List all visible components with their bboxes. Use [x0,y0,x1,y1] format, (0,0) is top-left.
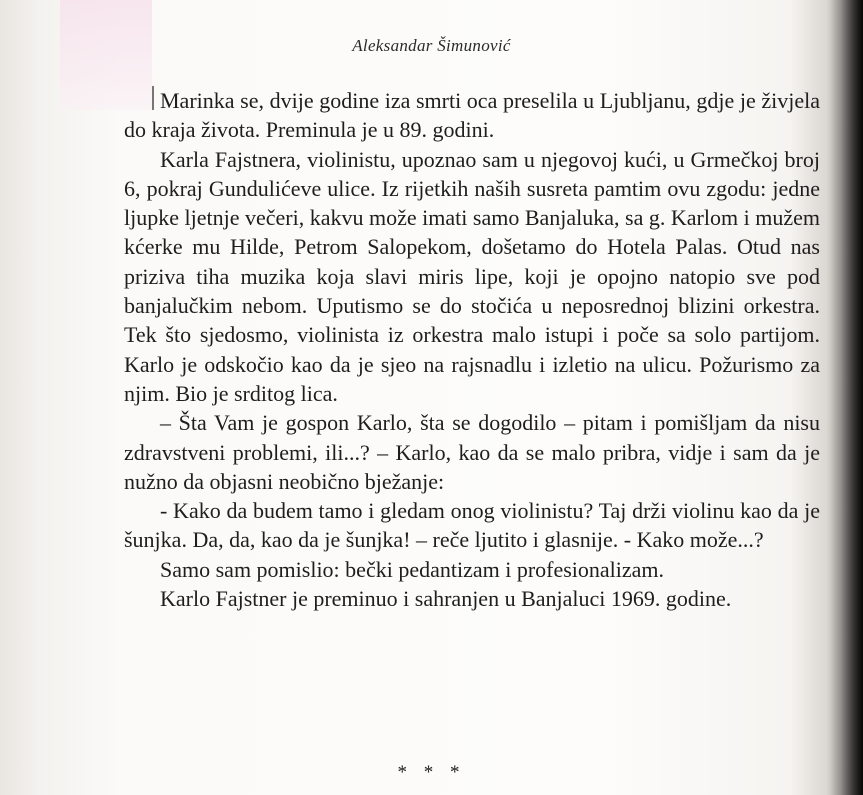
paragraph-6: Karlo Fajstner je preminuo i sahranjen u Banjaluci 1969. godine. [160,586,732,612]
running-head: Aleksandar Šimunović [352,36,511,55]
body-text [124,86,820,613]
paragraph-2: Karla Fajstnera, violinistu, upoznao sam u njegovoj kući, u Grmečkoj broj 6, pokraj Gundulićeve ulice. Iz rijetkih naših susreta pamtim ovu zgodu: jedne ljupke ljetnje večeri, kakvu može imati samo Banjaluka, sa g. Karlom i mužem kćerke mu Hilde, Petrom Salopekom, došetamo do Hotela Palas. Otud nas priziva tiha muzika koja slavi miris lipe, koji je opojno natopio sve pod banjalučkim nebom. Uputismo se do stočića u neposrednoj blizini orkestra. Tek što sjedosmo, violinista iz orkestra malo istupi i poče sa solo partijom. Karlo je odskočio kao da je sjeo na rajsnadlu i izletio na ulicu. Požurismo za njim. Bio je srditog lica. [124,146,820,406]
paragraph-4: - Kako da budem tamo i gledam onog violinistu? Taj drži violinu kao da je šunjka. Da, da, kao da je šunjka! – reče ljutito i glasnije. - Kako može...? [124,498,820,553]
paragraph-5: Samo sam pomislio: bečki pedantizam i profesionalizam. [160,556,665,582]
paragraph-3: – Šta Vam je gospon Karlo, šta se dogodilo – pitam i pomišljam da nisu zdravstveni problemi, ili...? – Karlo, kao da se malo pribra, vidje i sam da je nužno da objasni neobično bježanje: [124,410,820,494]
page-spine-shadow [826,0,863,795]
section-separator: * * * [397,762,466,783]
paragraph-1: Marinka se, dvije godine iza smrti oca preselila u Ljubljanu, gdje je živjela do kraja života. Preminula je u 89. godini. [124,88,820,143]
